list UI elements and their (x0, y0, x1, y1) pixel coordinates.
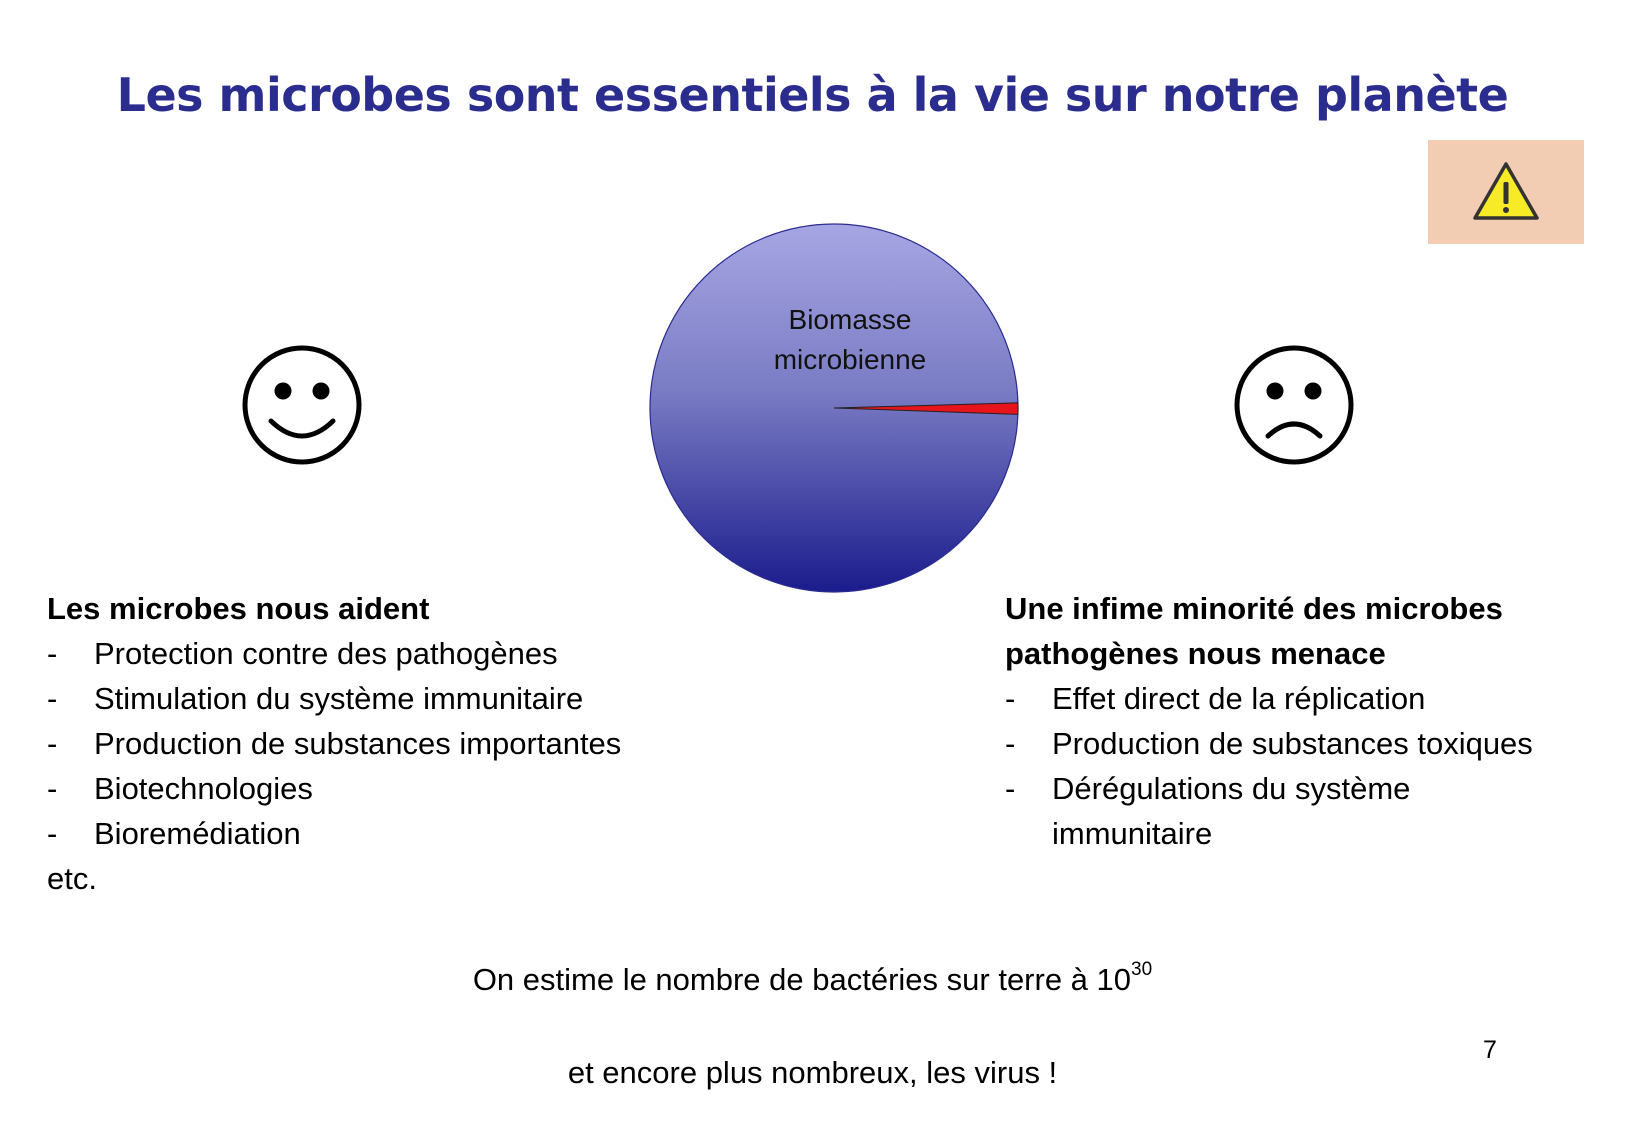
benefits-heading: Les microbes nous aident (47, 591, 430, 626)
slide-number: 7 (1483, 1036, 1497, 1064)
warning-triangle-icon (1471, 160, 1541, 224)
pie-label-line1: Biomasse (788, 304, 912, 335)
list-item: - Protection contre des pathogènes (47, 636, 558, 671)
frowning-face-icon (1232, 343, 1356, 467)
list-item: - Bioremédiation (47, 816, 301, 851)
list-item: - Dérégulations du système immunitaire (1005, 771, 1411, 851)
warning-badge (1428, 140, 1584, 244)
benefits-footer: etc. (47, 861, 97, 896)
threats-heading-line2: pathogènes nous menace (1005, 636, 1386, 671)
threats-column (1005, 586, 1605, 856)
list-item: - Stimulation du système immunitaire (47, 681, 584, 716)
list-item: - Production de substances toxiques (1005, 726, 1533, 761)
benefits-column (47, 586, 747, 901)
list-item: - Biotechnologies (47, 771, 313, 806)
benefits-list (47, 631, 747, 856)
slide-title: Les microbes sont essentiels à la vie sur notre planète (116, 68, 1509, 122)
bacteria-estimate-text: On estime le nombre de bactéries sur terre à 10 (472, 962, 1132, 997)
virus-note: et encore plus nombreux, les virus ! (567, 1055, 1058, 1090)
pie-label (730, 300, 970, 380)
pie-label-line2: microbienne (773, 344, 927, 375)
bacteria-estimate-exponent: 30 (1131, 958, 1153, 980)
threats-list (1005, 676, 1605, 856)
bacteria-estimate (0, 958, 1625, 998)
smiley-face-icon (240, 343, 364, 467)
list-item: - Effet direct de la réplication (1005, 681, 1426, 716)
list-item: - Production de substances importantes (47, 726, 622, 761)
threats-heading-line1: Une infime minorité des microbes (1005, 591, 1503, 626)
biomass-pie (648, 222, 1020, 594)
